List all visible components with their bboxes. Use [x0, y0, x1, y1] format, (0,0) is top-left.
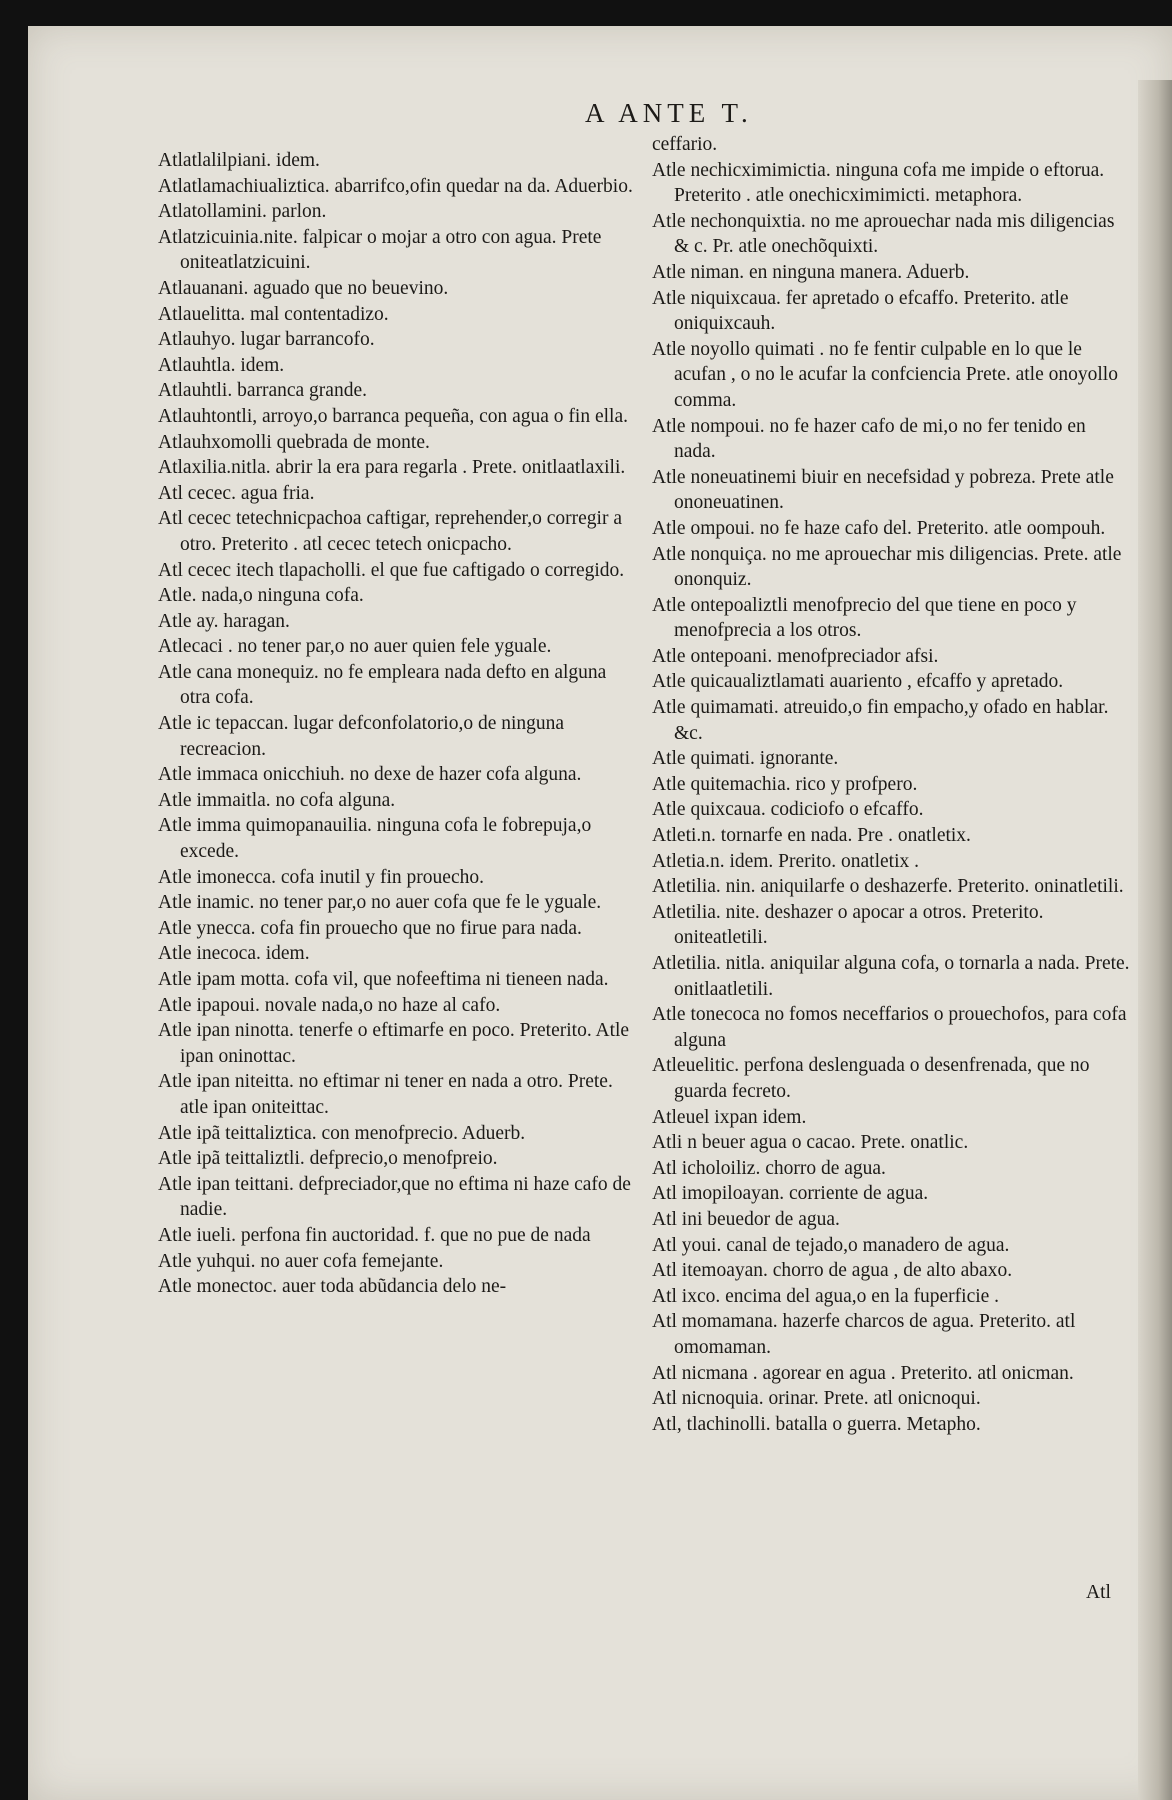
dictionary-entry: Atle quimamati. atreuido,o fin empacho,y ofado en hablar. &c.	[652, 697, 1109, 744]
dictionary-entry: Atle ipapoui. novale nada,o no haze al cafo.	[158, 994, 501, 1016]
dictionary-entry: Atle ipã teittaliztica. con menofprecio. Aduerb.	[158, 1122, 526, 1144]
dictionary-entry: Atlauelitta. mal contentadizo.	[158, 303, 389, 325]
dictionary-entry: Atl nicnoquia. orinar. Prete. atl onicnoqui.	[652, 1388, 981, 1410]
dictionary-entry: Atle monectoc. auer toda abũdancia delo ne-	[158, 1276, 507, 1298]
dictionary-entry: Atlatollamini. parlon.	[158, 201, 327, 223]
dictionary-entry: Atle noneuatinemi biuir en necefsidad y pobreza. Prete atle ononeuatinen.	[652, 466, 1114, 514]
dictionary-entry: Atlauhtli. barranca grande.	[158, 380, 367, 402]
dictionary-entry: Atletilia. nite. deshazer o apocar a otros. Preterito. oniteatletili.	[652, 901, 1044, 949]
dictionary-entry: Atletilia. nitla. aniquilar alguna cofa, o tornarla a nada. Prete. onitlaatletili.	[652, 953, 1130, 1000]
dictionary-entry: Atle. nada,o ninguna cofa.	[158, 585, 364, 607]
dictionary-entry: Atleti.n. tornarfe en nada. Pre . onatletix.	[652, 825, 971, 847]
dictionary-entry: Atl nicmana . agorear en agua . Preterito. atl onicman.	[652, 1362, 1074, 1384]
dictionary-entry: Atle niquixcaua. fer apretado o efcaffo. Preterito. atle oniquixcauh.	[652, 287, 1069, 335]
dictionary-entry: Atle niman. en ninguna manera. Aduerb.	[652, 261, 970, 283]
dictionary-entry: Atl imopiloayan. corriente de agua.	[652, 1183, 929, 1205]
right-column	[652, 132, 1130, 1437]
dictionary-entry: Atletilia. nin. aniquilarfe o deshazerfe. Preterito. oninatletili.	[652, 876, 1124, 898]
catchword: Atl	[1086, 1582, 1111, 1603]
dictionary-entry: Atle inecoca. idem.	[158, 943, 310, 965]
dictionary-entry: Atle yuhqui. no auer cofa femejante.	[158, 1250, 444, 1272]
dictionary-entry: Atle noyollo quimati . no fe fentir culpable en lo que le acufan , o no le acufar la confciencia Prete. atle onoyollo comma.	[652, 338, 1118, 411]
dictionary-entry: Atl cecec tetechnicpachoa caftigar, reprehender,o corregir a otro. Preterito . atl cecec tetech onicpacho.	[158, 508, 622, 555]
dictionary-entry: Atle immaca onicchiuh. no dexe de hazer cofa alguna.	[158, 764, 582, 786]
dictionary-entry: Atle nechicximimictia. ninguna cofa me impide o eftorua. Preterito . atle onechicximimicti. metaphora.	[652, 159, 1105, 207]
dictionary-entry: Atl ini beuedor de agua.	[652, 1208, 840, 1230]
dictionary-entry: Atle imma quimopanauilia. ninguna cofa le fobrepuja,o excede.	[158, 815, 592, 863]
dictionary-entry: Atle imonecca. cofa inutil y fin prouecho.	[158, 866, 484, 888]
dictionary-entry: Atlatzicuinia.nite. falpicar o mojar a otro con agua. Prete oniteatlatzicuini.	[158, 226, 602, 274]
dictionary-entry: Atl ixco. encima del agua,o en la fuperficie .	[652, 1285, 1000, 1307]
dictionary-entry: Atleuelitic. perfona deslenguada o desenfrenada, que no guarda fecreto.	[652, 1055, 1090, 1102]
dictionary-entry: Atletia.n. idem. Prerito. onatletix .	[652, 850, 919, 872]
dictionary-entry: Atle quicaualiztlamati auariento , efcaffo y apretado.	[652, 671, 1064, 693]
dictionary-entry: Atle nonquiça. no me aprouechar mis diligencias. Prete. atle ononquiz.	[652, 543, 1122, 591]
dictionary-entry: Atle immaitla. no cofa alguna.	[158, 789, 396, 811]
dictionary-entry: Atleuel ixpan idem.	[652, 1106, 807, 1128]
dictionary-entry: Atl itemoayan. chorro de agua , de alto abaxo.	[652, 1260, 1013, 1282]
dictionary-entry: Atle ompoui. no fe haze cafo del. Preterito. atle oompouh.	[652, 517, 1106, 539]
facing-page-edge	[1138, 80, 1172, 1800]
dictionary-entry: Atlauhtontli, arroyo,o barranca pequeña, con agua o fin ella.	[158, 405, 628, 427]
dictionary-entry: Atl, tlachinolli. batalla o guerra. Metapho.	[652, 1413, 981, 1435]
dictionary-entry: Atle quimati. ignorante.	[652, 748, 839, 770]
dictionary-entry: Atle ay. haragan.	[158, 610, 290, 632]
dictionary-entry: Atlatlalilpiani. idem.	[158, 150, 320, 171]
dictionary-entry: Atle tonecoca no fomos neceffarios o prouechofos, para cofa alguna	[652, 1004, 1127, 1051]
dictionary-entry: Atle inamic. no tener par,o no auer cofa que fe le yguale.	[158, 892, 602, 914]
dictionary-entry: Atle ontepoaliztli menofprecio del que tiene en poco y menofprecia a los otros.	[652, 594, 1077, 642]
dictionary-entry: Atl cecec. agua fria.	[158, 482, 315, 504]
dictionary-entry: Atl momamana. hazerfe charcos de agua. Preterito. atl omomaman.	[652, 1311, 1076, 1358]
dictionary-entry: Atl cecec itech tlapacholli. el que fue caftigado o corregido.	[158, 559, 625, 581]
dictionary-entry: Atle nompoui. no fe hazer cafo de mi,o no fer tenido en nada.	[652, 415, 1086, 463]
dictionary-entry: Atlauhyo. lugar barrancofo.	[158, 329, 375, 351]
dictionary-entry: Atle ipan teittani. defpreciador,que no eftima ni haze cafo de nadie.	[158, 1173, 631, 1221]
dictionary-entry: Atle ipã teittaliztli. defprecio,o menofpreio.	[158, 1148, 498, 1170]
dictionary-entry: Atle cana monequiz. no fe empleara nada defto en alguna otra cofa.	[158, 661, 607, 709]
dictionary-entry: Atl youi. canal de tejado,o manadero de agua.	[652, 1234, 1010, 1256]
dictionary-entry: Atle ipan ninotta. tenerfe o eftimarfe en poco. Preterito. Atle ipan oninottac.	[158, 1020, 630, 1067]
dictionary-entry: Atlaxilia.nitla. abrir la era para regarla . Prete. onitlaatlaxili.	[158, 457, 626, 479]
dictionary-entry: Atle ic tepaccan. lugar defconfolatorio,o de ninguna recreacion.	[158, 713, 565, 760]
dictionary-entry: Atlecaci . no tener par,o no auer quien fele yguale.	[158, 636, 552, 658]
dictionary-entry: Atlauanani. aguado que no beuevino.	[158, 277, 449, 299]
dictionary-entry: Atle ipam motta. cofa vil, que nofeeftima ni tieneen nada.	[158, 969, 609, 990]
running-head: A ANTE T.	[585, 98, 753, 128]
dictionary-entry: Atle iueli. perfona fin auctoridad. f. que no pue de nada	[158, 1224, 591, 1246]
dictionary-entry: Atli n beuer agua o cacao. Prete. onatlic.	[652, 1132, 969, 1154]
dictionary-entry: Atle ynecca. cofa fin prouecho que no firue para nada.	[158, 917, 582, 939]
dictionary-entry: Atlauhtla. idem.	[158, 354, 285, 376]
dictionary-entry: ceffario.	[652, 134, 718, 155]
dictionary-entry: Atle quitemachia. rico y profpero.	[652, 773, 918, 795]
dictionary-entry: Atle quixcaua. codiciofo o efcaffo.	[652, 799, 924, 821]
dictionary-entry: Atle ontepoani. menofpreciador afsi.	[652, 645, 939, 667]
dictionary-entry: Atlatlamachiualiztica. abarrifco,ofin quedar na da. Aduerbio.	[158, 175, 633, 197]
dictionary-entry: Atl icholoiliz. chorro de agua.	[652, 1157, 886, 1179]
left-column	[158, 148, 636, 1300]
dictionary-entry: Atlauhxomolli quebrada de monte.	[158, 431, 430, 453]
dictionary-entry: Atle ipan niteitta. no eftimar ni tener en nada a otro. Prete. atle ipan oniteittac.	[158, 1071, 613, 1118]
dictionary-entry: Atle nechonquixtia. no me aprouechar nada mis diligencias & c. Pr. atle onechõquixti.	[652, 210, 1115, 258]
